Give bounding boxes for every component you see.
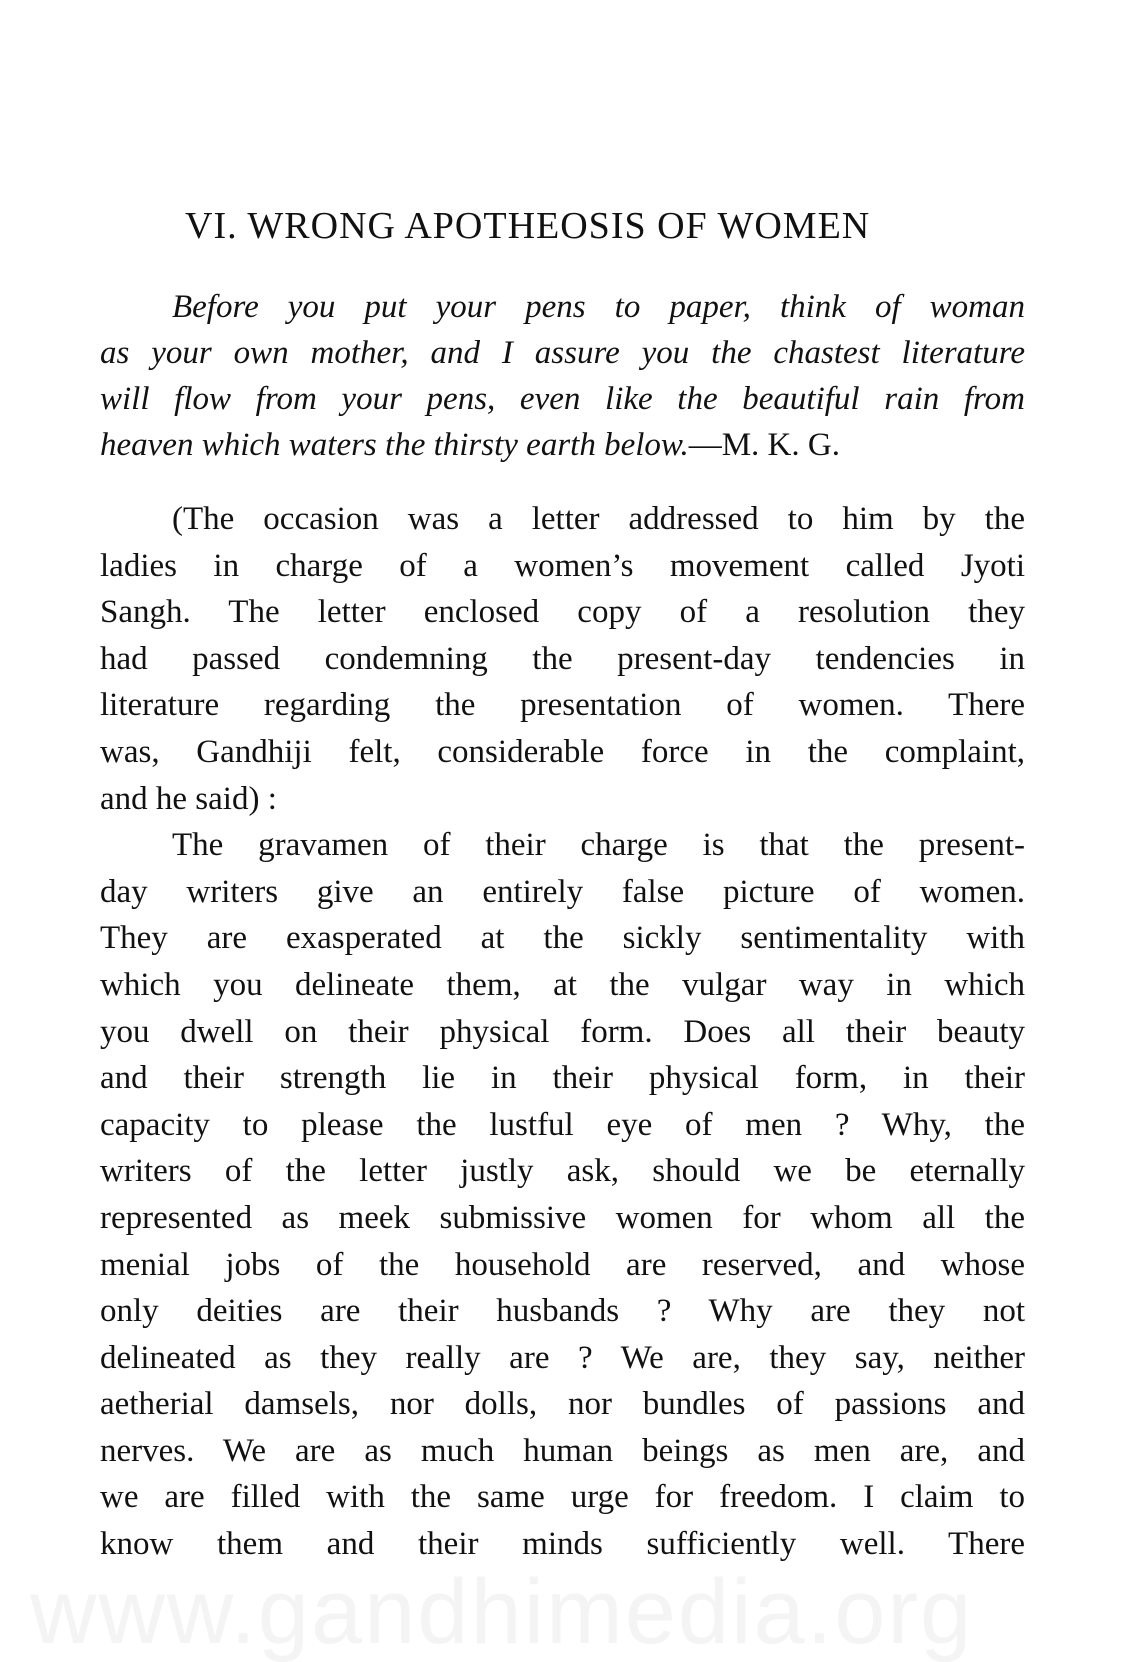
body-line: ladies in charge of a women’s movement called Jyoti xyxy=(100,547,1025,584)
epigraph-line: Before you put your pens to paper, think of woman xyxy=(172,289,1025,325)
watermark: www.gandhimedia.org xyxy=(30,1561,974,1662)
body-line: represented as meek submissive women for whom all the xyxy=(100,1199,1025,1236)
body-line: which you delineate them, at the vulgar way in which xyxy=(100,966,1025,1003)
epigraph xyxy=(100,284,1025,468)
body-line: only deities are their husbands ? Why are they not xyxy=(100,1293,1025,1330)
body-line: and their strength lie in their physical form, in their xyxy=(100,1060,1025,1097)
body-line: you dwell on their physical form. Does all their beauty xyxy=(100,1013,1025,1050)
body-line: The gravamen of their charge is that the present- xyxy=(172,827,1025,864)
body-line: aetherial damsels, nor dolls, nor bundles of passions and xyxy=(100,1386,1025,1423)
body-line: writers of the letter justly ask, should we be eternally xyxy=(100,1153,1025,1190)
body-line: and he said) : xyxy=(100,780,277,817)
body-line: had passed condemning the present-day tendencies in xyxy=(100,640,1025,677)
body-line: we are filled with the same urge for freedom. I claim to xyxy=(100,1479,1025,1516)
body-line: know them and their minds sufficiently well. There xyxy=(100,1526,1025,1563)
epigraph-line: heaven which waters the thirsty earth below. xyxy=(100,427,689,463)
body-line: day writers give an entirely false picture of women. xyxy=(100,873,1025,910)
chapter-heading: VI. WRONG APOTHEOSIS OF WOMEN xyxy=(185,205,871,247)
body-line: capacity to please the lustful eye of men ? Why, the xyxy=(100,1106,1025,1143)
epigraph-last-line xyxy=(100,422,1025,468)
epigraph-signature: —M. K. G. xyxy=(688,427,840,463)
body-line: literature regarding the presentation of women. There xyxy=(100,687,1025,724)
body-line: menial jobs of the household are reserved, and whose xyxy=(100,1246,1025,1283)
body-line: delineated as they really are ? We are, they say, neither xyxy=(100,1339,1025,1376)
body-line: Sangh. The letter enclosed copy of a resolution they xyxy=(100,594,1025,631)
body-line: nerves. We are as much human beings as men are, and xyxy=(100,1432,1025,1469)
epigraph-line: as your own mother, and I assure you the chastest literature xyxy=(100,335,1025,371)
body-text xyxy=(100,496,1025,1568)
body-line: was, Gandhiji felt, considerable force in the complaint, xyxy=(100,733,1025,770)
epigraph-line: will flow from your pens, even like the beautiful rain from xyxy=(100,381,1025,417)
body-line: They are exasperated at the sickly sentimentality with xyxy=(100,920,1025,957)
body-line: (The occasion was a letter addressed to him by the xyxy=(172,501,1025,537)
